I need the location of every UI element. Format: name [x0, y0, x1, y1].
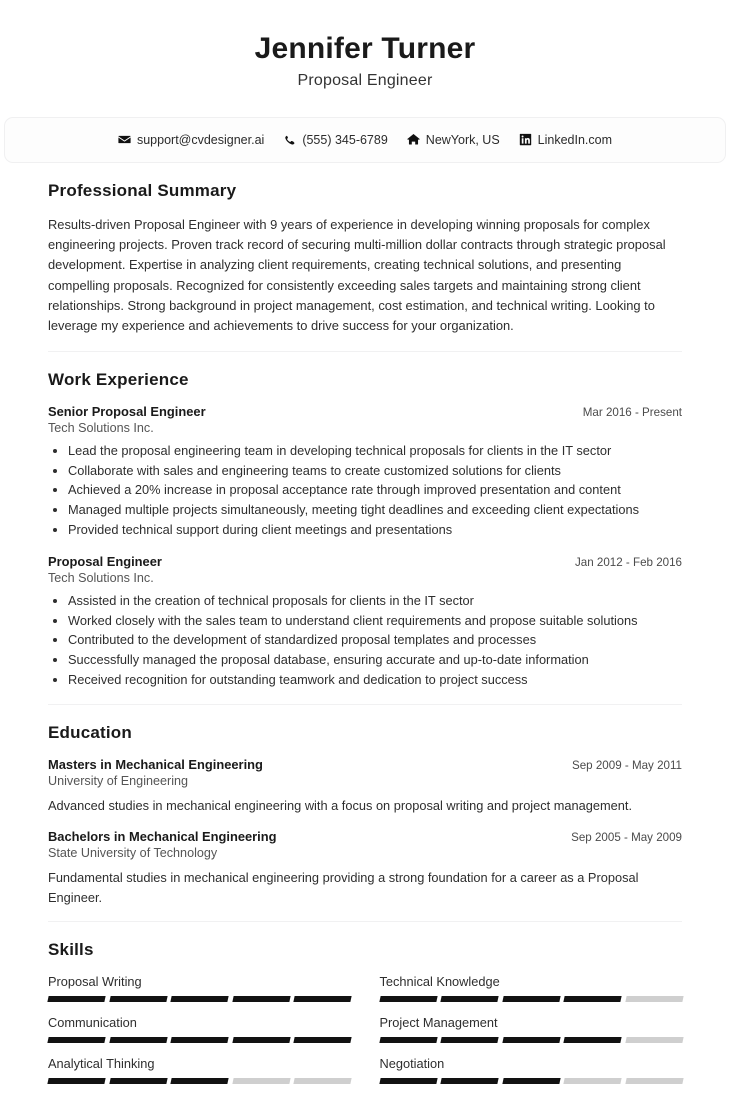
skill-segment [563, 1078, 621, 1084]
section-title-education: Education [48, 723, 682, 743]
skill-item [380, 1056, 683, 1097]
skill-rating-bar [48, 996, 351, 1002]
experience-bullet: • Successfully managed the proposal database, ensuring accurate and up-to-date information [68, 651, 682, 670]
education-date: Sep 2005 - May 2009 [571, 831, 682, 844]
education-degree: Masters in Mechanical Engineering [48, 757, 263, 772]
email-icon [118, 133, 131, 146]
education-entry-head [48, 829, 682, 844]
skill-segment [47, 996, 105, 1002]
skill-item [48, 1015, 351, 1056]
skill-segment [232, 1078, 290, 1084]
candidate-job-title: Proposal Engineer [0, 72, 730, 90]
skill-segment [625, 1037, 683, 1043]
skill-segment [379, 1037, 437, 1043]
education-entry [48, 829, 682, 907]
skill-label: Project Management [380, 1015, 683, 1030]
skill-segment [109, 996, 167, 1002]
skill-item [380, 1015, 683, 1056]
skill-label: Analytical Thinking [48, 1056, 351, 1071]
experience-bullet: • Worked closely with the sales team to understand client requirements and propose suitable solutions [68, 612, 682, 631]
experience-org: Tech Solutions Inc. [48, 571, 682, 585]
skill-segment [47, 1078, 105, 1084]
education-entry-head [48, 757, 682, 772]
section-title-skills: Skills [48, 940, 682, 960]
skill-item [380, 974, 683, 1015]
summary-text: Results-driven Proposal Engineer with 9 years of experience in developing winning proposals for complex engineering projects. Proven track record of securing multi-million dollar contracts through strategic proposal development. Expertise in analyzing client requirements, creating technical solutions, and presenting compelling proposals. Recognized for consistently exceeding sales targets and maintaining strong client relationships. Strong background in project management, cost estimation, and technical writing. Looking to leverage my experience and achievements to drive success for your organization. [48, 215, 682, 337]
experience-bullet: • Received recognition for outstanding teamwork and dedication to project success [68, 671, 682, 690]
experience-role: Senior Proposal Engineer [48, 404, 206, 419]
education-school: University of Engineering [48, 774, 682, 788]
experience-bullet: • Provided technical support during client meetings and presentations [68, 521, 682, 540]
experience-bullet: • Lead the proposal engineering team in developing technical proposals for clients in the IT sector [68, 442, 682, 461]
location-icon [407, 133, 420, 146]
contact-linkedin[interactable] [519, 133, 612, 147]
skill-segment [625, 996, 683, 1002]
education-school: State University of Technology [48, 846, 682, 860]
skill-segment [502, 1078, 560, 1084]
experience-entry-head [48, 404, 682, 419]
skill-segment [293, 996, 351, 1002]
contact-location[interactable] [407, 133, 500, 147]
skill-item [48, 1056, 351, 1097]
skill-segment [625, 1078, 683, 1084]
skill-segment [170, 1037, 228, 1043]
experience-bullet: • Collaborate with sales and engineering teams to create customized solutions for clients [68, 462, 682, 481]
skill-segment [109, 1037, 167, 1043]
experience-org: Tech Solutions Inc. [48, 421, 682, 435]
experience-date: Mar 2016 - Present [583, 406, 682, 419]
education-degree: Bachelors in Mechanical Engineering [48, 829, 277, 844]
experience-bullet: • Contributed to the development of standardized proposal templates and processes [68, 631, 682, 650]
skill-segment [563, 1037, 621, 1043]
experience-bullet-list [48, 442, 682, 540]
contact-phone[interactable] [283, 133, 387, 147]
skill-segment [563, 996, 621, 1002]
skill-label: Negotiation [380, 1056, 683, 1071]
section-skills [48, 921, 682, 1097]
contact-linkedin-text: LinkedIn.com [538, 133, 612, 147]
experience-bullet: • Assisted in the creation of technical proposals for clients in the IT sector [68, 592, 682, 611]
skill-segment [293, 1037, 351, 1043]
education-entry [48, 757, 682, 815]
skill-segment [379, 996, 437, 1002]
phone-icon [283, 133, 296, 146]
section-education [48, 704, 682, 907]
experience-bullet: • Achieved a 20% increase in proposal acceptance rate through improved presentation and content [68, 481, 682, 500]
skill-rating-bar [380, 996, 683, 1002]
skill-label: Proposal Writing [48, 974, 351, 989]
experience-bullet: • Managed multiple projects simultaneously, meeting tight deadlines and exceeding client expectations [68, 501, 682, 520]
linkedin-icon [519, 133, 532, 146]
skill-item [48, 974, 351, 1015]
skill-segment [440, 1078, 498, 1084]
skill-segment [502, 996, 560, 1002]
contact-email[interactable] [118, 133, 264, 147]
skill-label: Communication [48, 1015, 351, 1030]
contact-phone-text: (555) 345-6789 [302, 133, 387, 147]
skill-label: Technical Knowledge [380, 974, 683, 989]
skill-segment [293, 1078, 351, 1084]
experience-entry [48, 404, 682, 540]
skill-segment [502, 1037, 560, 1043]
section-work-experience [48, 351, 682, 690]
contact-email-text: support@cvdesigner.ai [137, 133, 264, 147]
resume-body [0, 163, 730, 1097]
skills-grid [48, 974, 682, 1097]
skill-segment [170, 996, 228, 1002]
skill-rating-bar [380, 1037, 683, 1043]
skill-rating-bar [48, 1078, 351, 1084]
candidate-name: Jennifer Turner [0, 32, 730, 67]
skill-rating-bar [380, 1078, 683, 1084]
skill-segment [379, 1078, 437, 1084]
skill-segment [170, 1078, 228, 1084]
skill-segment [232, 1037, 290, 1043]
experience-entry [48, 554, 682, 690]
contact-bar [4, 117, 726, 163]
experience-date: Jan 2012 - Feb 2016 [575, 556, 682, 569]
skill-segment [440, 996, 498, 1002]
skill-segment [232, 996, 290, 1002]
education-description: Fundamental studies in mechanical engineering providing a strong foundation for a career as a Proposal Engineer. [48, 868, 682, 907]
skill-segment [440, 1037, 498, 1043]
skill-segment [109, 1078, 167, 1084]
section-title-experience: Work Experience [48, 370, 682, 390]
skill-rating-bar [48, 1037, 351, 1043]
experience-bullet-list [48, 592, 682, 690]
skill-segment [47, 1037, 105, 1043]
experience-entry-head [48, 554, 682, 569]
education-date: Sep 2009 - May 2011 [572, 759, 682, 772]
education-description: Advanced studies in mechanical engineering with a focus on proposal writing and project management. [48, 796, 682, 815]
experience-role: Proposal Engineer [48, 554, 162, 569]
resume-header [0, 0, 730, 106]
section-professional-summary [48, 163, 682, 337]
contact-location-text: NewYork, US [426, 133, 500, 147]
section-title-summary: Professional Summary [48, 181, 682, 201]
